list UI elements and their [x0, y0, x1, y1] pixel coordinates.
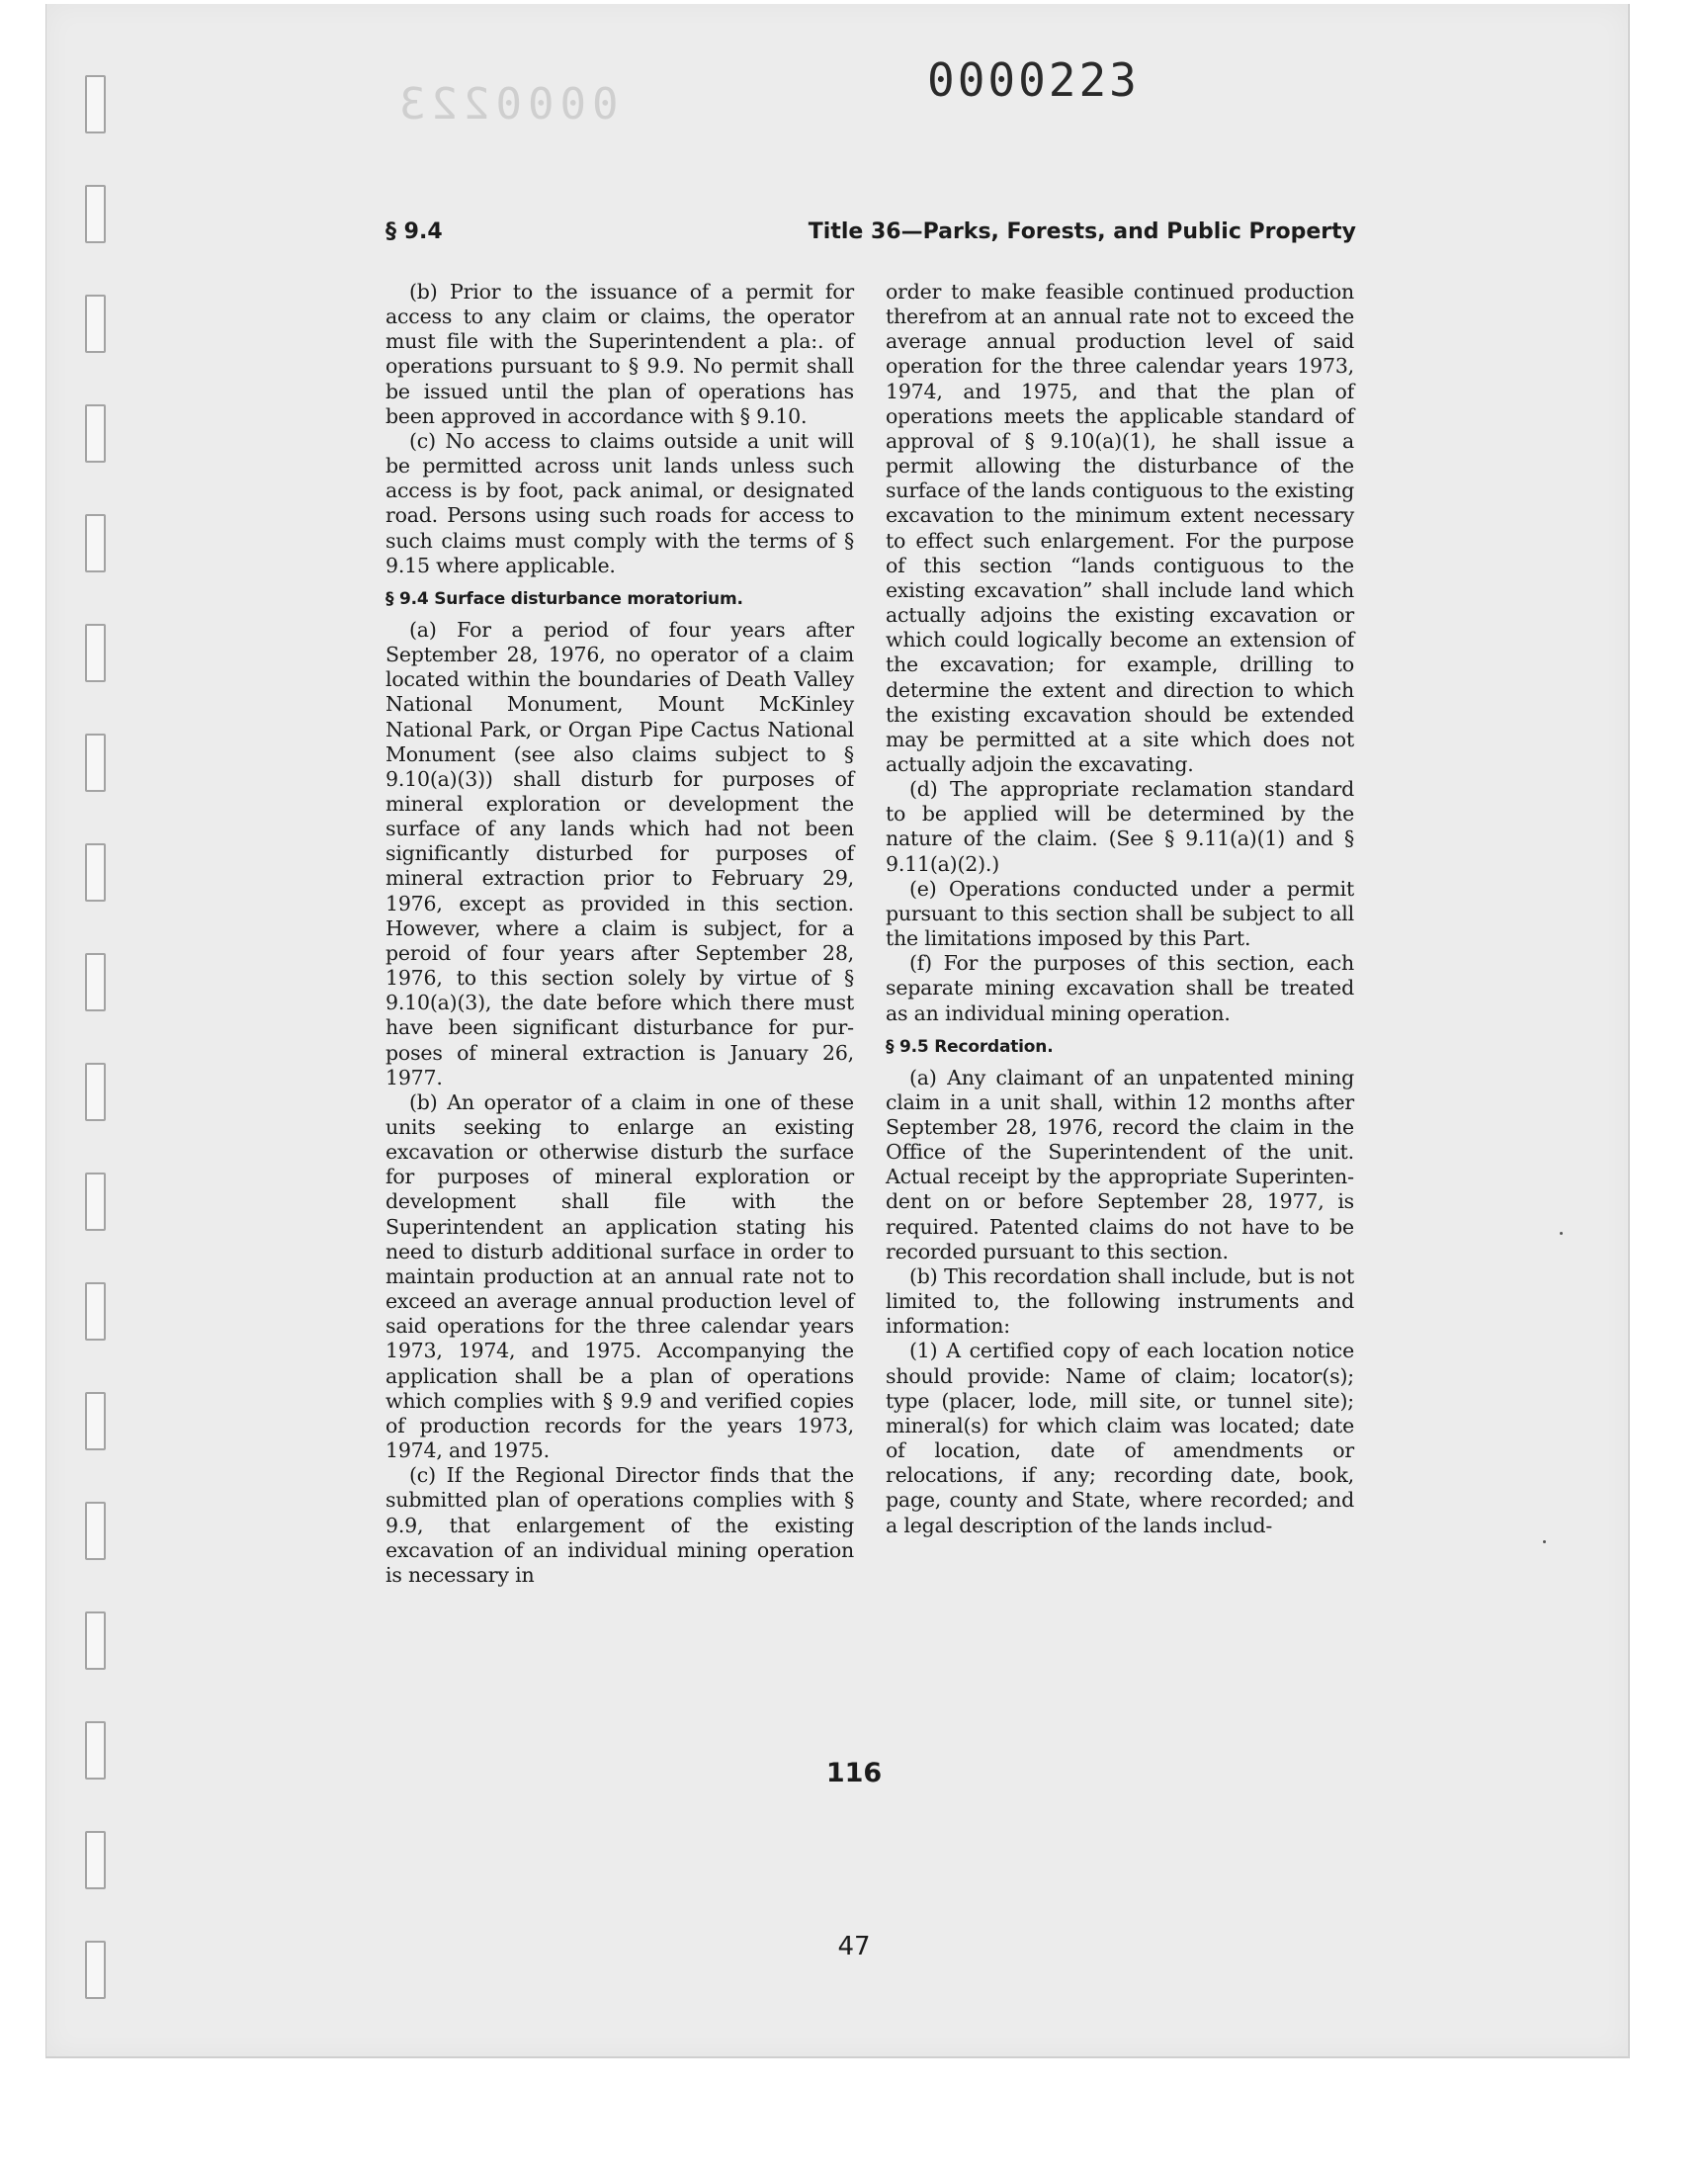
punch-hole	[85, 734, 106, 792]
scan-speck	[1543, 1540, 1546, 1543]
paragraph: (c) No access to claims outside a unit will be permitted across unit lands unless such access is by foot, pack animal, or designated road. Persons using such roads for access to such claims must comply with the terms of § 9.15 where applicable.	[385, 428, 854, 577]
paragraph: (a) For a period of four years after September 28, 1976, no operator of a claim located within the boundaries of Death Valley National Monument, Mount McKinley National Park, or Organ Pipe Cactus National Monument (see also claims subject to § 9.10(a)(3)) shall disturb for purposes of mineral exploration or development the surface of any lands which had not been significantly disturbed for purposes of mineral extraction prior to February 29, 1976, except as provided in this section. However, where a claim is subject, for a peroid of four years after September 28, 1976, to this section solely by virtue of § 9.10(a)(3), the date before which there must have been significant disturbance for purposes of mineral extraction is January 26, 1977.	[385, 617, 854, 1089]
left-column	[385, 280, 854, 1588]
document-number-stamp: 0000223	[927, 53, 1140, 107]
punch-hole	[85, 953, 106, 1011]
section-heading: § 9.4 Surface disturbance moratorium.	[385, 588, 743, 609]
punch-hole	[85, 1063, 106, 1121]
punch-hole	[85, 1831, 106, 1889]
paragraph: (c) If the Regional Director finds that the submitted plan of operations complies with § 9.9, that enlargement of the existing excavation of an individual mining operation is necessary in	[385, 1463, 854, 1587]
paragraph: (b) This recordation shall include, but is not limited to, the following instruments and information:	[886, 1263, 1354, 1339]
punch-hole	[85, 185, 106, 243]
paragraph: (d) The appropriate reclamation standard to be applied will be determined by the nature of the claim. (See § 9.11(a)(1) and § 9.11(a)(2).)	[886, 777, 1354, 876]
section-heading: § 9.5 Recordation.	[886, 1036, 1054, 1057]
punch-hole	[85, 843, 106, 902]
paragraph: (a) Any claimant of an unpatented mining claim in a unit shall, within 12 months after September 28, 1976, record the claim in the Office of the Superintendent of the unit. Actual receipt by the appropriate Superintendent on or before September 28, 1977, is required. Patented claims do not have to be recorded pursuant to this section.	[886, 1065, 1354, 1263]
punch-hole	[85, 514, 106, 572]
punch-hole	[85, 1173, 106, 1231]
scan-speck	[1560, 1232, 1563, 1235]
paragraph: order to make feasible continued production therefrom at an annual rate not to exceed the average annual production level of said operation for the three calendar years 1973, 1974, and 1975, and that the plan of operations meets the applicable standard of approval of § 9.10(a)(1), he shall issue a permit allowing the disturbance of the surface of the lands contiguous to the existing excavation to the minimum extent necessary to effect such enlargement. For the purpose of this section “lands contiguous to the existing excavation” shall include land which actually adjoins the existing excavation or which could logically become an extension of the excavation; for example, drilling to determine the extent and direction to which the existing excavation should be extended may be permitted at a site which does not actually adjoin the excavating.	[886, 280, 1354, 776]
punch-hole	[85, 1502, 106, 1560]
paragraph: (b) Prior to the issuance of a permit for access to any claim or claims, the operator must file with the Superintendent a pla:. of operations pursuant to § 9.9. No permit shall be issued until the plan of operations has been approved in accordance with § 9.10.	[385, 280, 854, 428]
folio-number: 47	[837, 1932, 871, 1961]
punch-hole	[85, 295, 106, 353]
paragraph: (b) An operator of a claim in one of these units seeking to enlarge an existing excavation or otherwise disturb the surface for purposes of mineral exploration or development shall file with the Superintendent an application stating his need to disturb additional surface in order to maintain production at an annual rate not to exceed an average annual production level of said operations for the three calendar years 1973, 1974, and 1975. Accompanying the application shall be a plan of operations which complies with § 9.9 and verified copies of production records for the years 1973, 1974, and 1975.	[385, 1089, 854, 1463]
page-number: 116	[825, 1758, 883, 1788]
bleed-through-stamp: 0000223	[393, 79, 619, 130]
punch-hole	[85, 75, 106, 133]
punch-hole	[85, 624, 106, 682]
punch-hole	[85, 1611, 106, 1670]
running-header-title: Title 36—Parks, Forests, and Public Property	[808, 219, 1356, 244]
paragraph: (e) Operations conducted under a permit pursuant to this section shall be subject to all the limitations imposed by this Part.	[886, 876, 1354, 951]
paragraph: (1) A certified copy of each location notice should provide: Name of claim; locator(s); type (placer, lode, mill site, or tunnel site); mineral(s) for which claim was located; date of location, date of amendments or relocations, if any; recording date, book, page, county and State, where recorded; and a legal description of the lands includ-	[886, 1339, 1354, 1537]
running-header-section: § 9.4	[385, 219, 443, 244]
punch-hole	[85, 1282, 106, 1341]
paragraph: (f) For the purposes of this section, each separate mining excavation shall be treated as an individual mining operation.	[886, 951, 1354, 1025]
punch-hole	[85, 404, 106, 463]
right-column	[886, 280, 1354, 1538]
punch-hole	[85, 1392, 106, 1450]
